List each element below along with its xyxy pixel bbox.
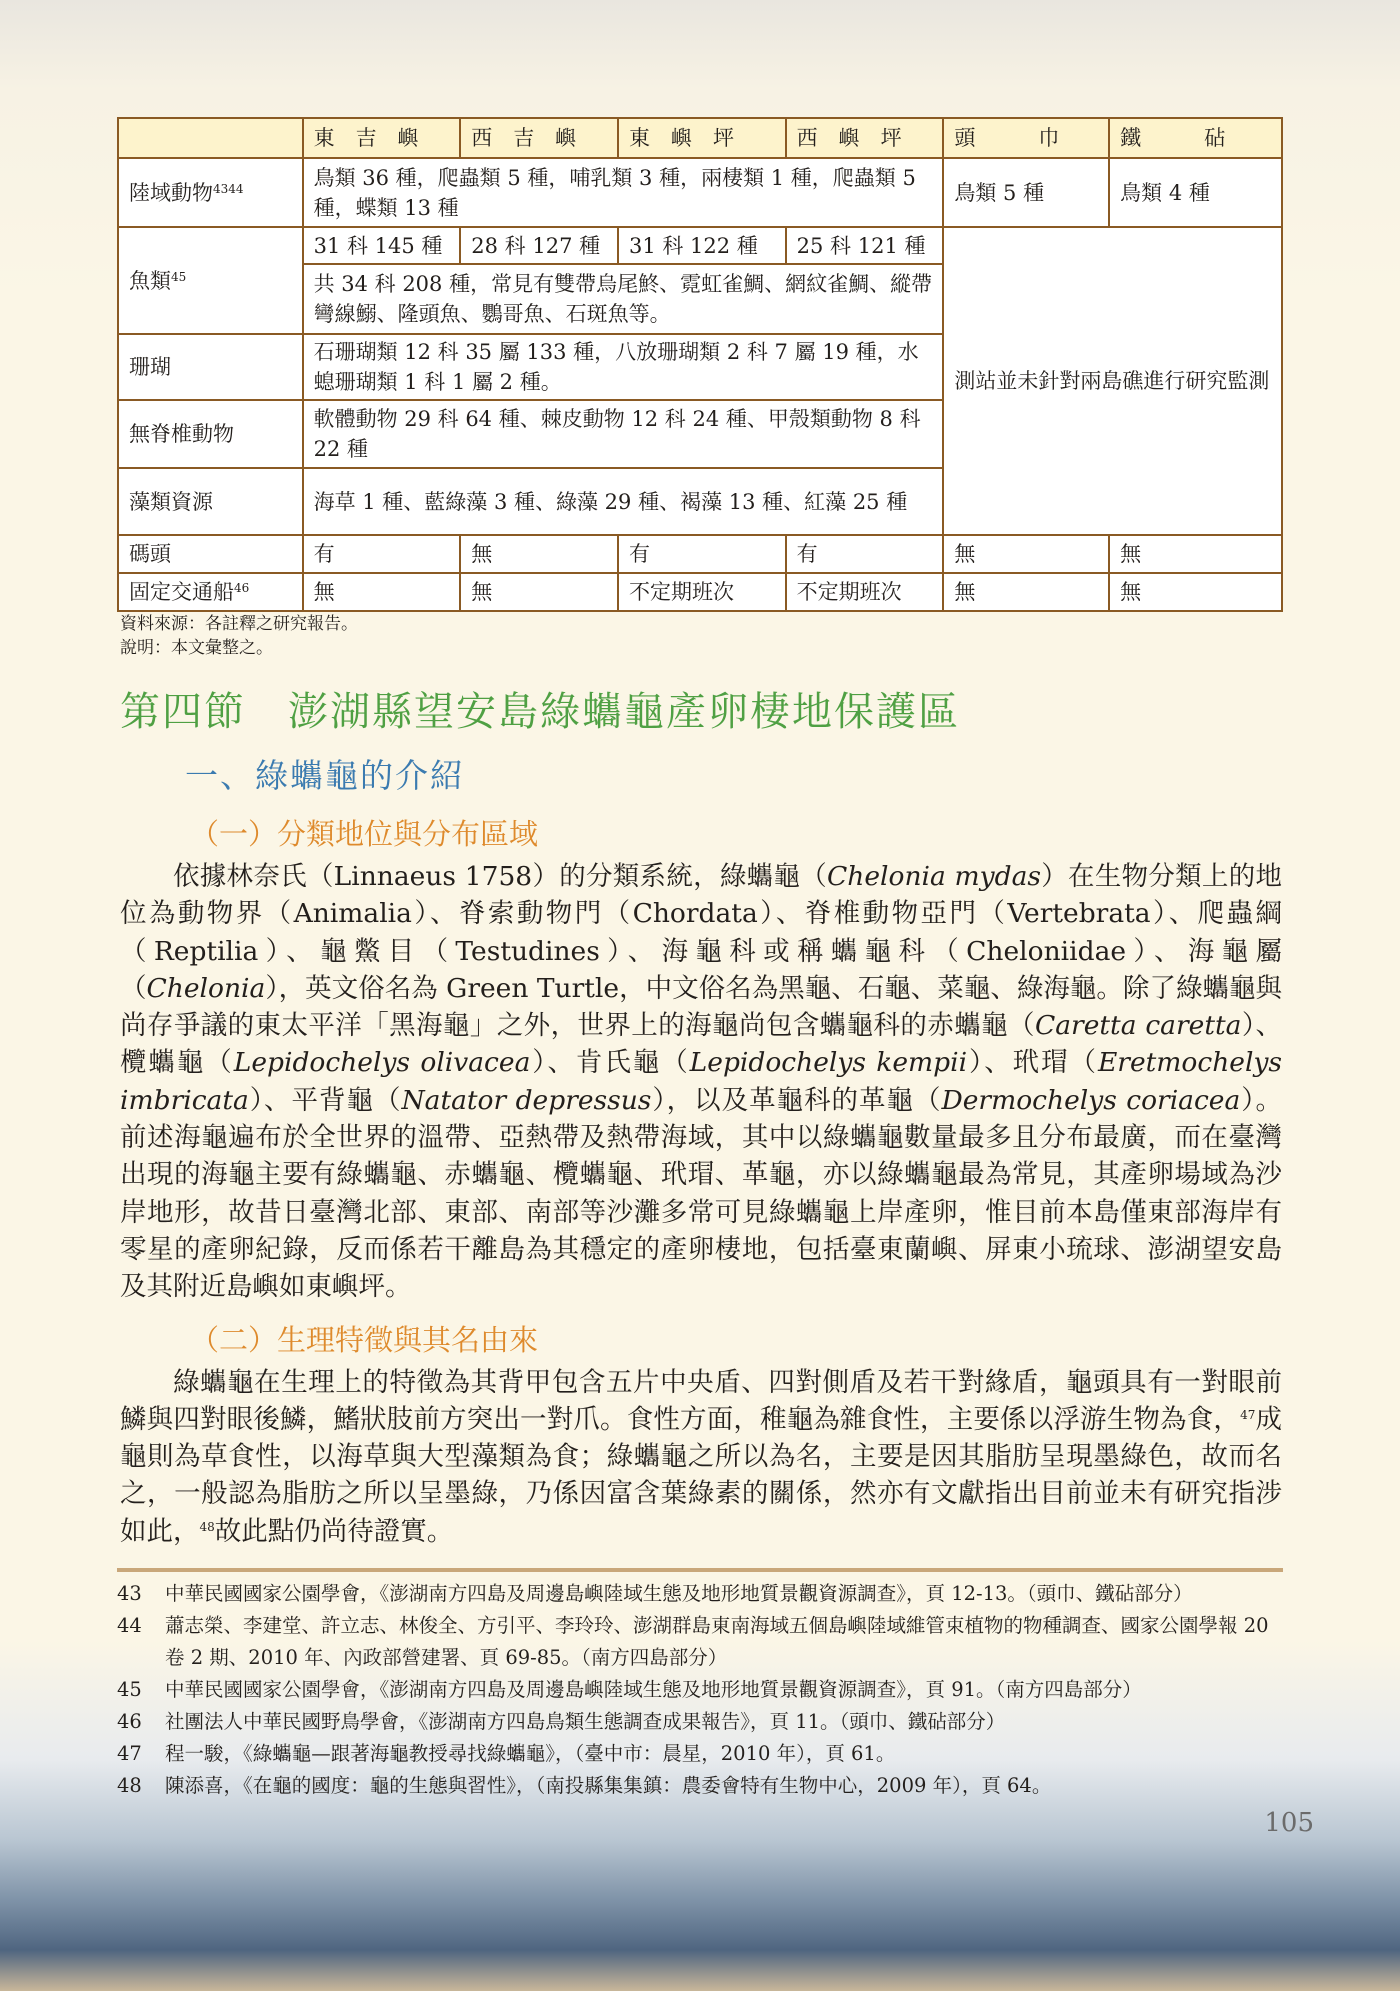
table-row-land	[118, 158, 1282, 227]
row-label: 藻類資源	[118, 468, 303, 535]
row-label: 魚類$^{45}$	[118, 227, 303, 334]
cell: 鳥類 4 種	[1109, 158, 1282, 227]
footnote-number: 44	[117, 1614, 142, 1638]
cell: 無	[303, 573, 461, 611]
col-header: 西 嶼 坪	[786, 118, 944, 158]
text-segment: 成龜則為草食性，以海草與大型藻類為食；綠蠵龜之所以為名，主要是因其脂肪呈現墨綠色，故而名之，一般認為脂肪之所以呈墨綠，乃係因富含葉綠素的關係，然亦有文獻指出目前並未有研究指涉如此，	[120, 1403, 1283, 1547]
footnote-ref[interactable]: 47	[1240, 1407, 1256, 1422]
sub1-title: （一）分類地位與分布區域	[190, 817, 539, 851]
col-header: 鐵 砧	[1109, 118, 1282, 158]
page-number: 105	[1264, 1808, 1314, 1839]
row-label: 珊瑚	[118, 334, 303, 400]
row-label: 固定交通船$^{46}$	[118, 573, 303, 611]
scientific-name: Dermochelys coriacea	[941, 1084, 1241, 1116]
footnote-text: 中華民國國家公園學會，《澎湖南方四島及周邊島嶼陸域生態及地形地質景觀資源調查》，頁 12-13。（頭巾、鐵砧部分）	[165, 1582, 1193, 1606]
sub2-title: （二）生理特徵與其名由來	[190, 1322, 539, 1357]
row-label: 陸域動物$^{4344}$	[118, 158, 303, 227]
scientific-name: Lepidochelys kempii	[689, 1047, 968, 1079]
cell: 無	[460, 573, 618, 611]
table-row-ferry	[118, 573, 1282, 611]
cell: 共 34 科 208 種，常見有雙帶烏尾鮗、霓虹雀鯛、網紋雀鯛、縱帶彎線鰯、隆頭魚、鸚哥魚、石斑魚等。	[303, 264, 944, 334]
cell: 有	[786, 535, 944, 573]
footnote-ref[interactable]: 48	[199, 1519, 215, 1534]
footnote-text: 蕭志榮、李建堂、許立志、林俊全、方引平、李玲玲、澎湖群島東南海域五個島嶼陸域維管束植物的物種調查、國家公園學報 20 卷 2 期、2010 年、內政部營建署、頁 69-85。（南方四島部分）	[165, 1614, 1269, 1670]
scientific-name: Natator depressus	[401, 1084, 652, 1116]
table-header-row	[118, 118, 1282, 158]
cell: 軟體動物 29 科 64 種、棘皮動物 12 科 24 種、甲殼類動物 8 科 22 種	[303, 400, 944, 468]
cell: 有	[618, 535, 786, 573]
footnote-item	[117, 1738, 1287, 1770]
col-header: 東 嶼 坪	[618, 118, 786, 158]
footnote-text: 陳添喜，《在龜的國度：龜的生態與習性》，（南投縣集集鎮：農委會特有生物中心，2009 年），頁 64。	[165, 1774, 1052, 1798]
col-header: 頭 巾	[943, 118, 1109, 158]
scientific-name: Caretta caretta	[1034, 1010, 1242, 1042]
island-resources-table	[117, 117, 1283, 612]
cell: 31 科 145 種	[303, 227, 461, 264]
text-segment: ）。前述海龜遍布於全世界的溫帶、亞熱帶及熱帶海域，其中以綠蠵龜數量最多且分布最廣，而在臺灣出現的海龜主要有綠蠵龜、赤蠵龜、欖蠵龜、玳瑁、革龜，亦以綠蠵龜最為常見，其產卵場域為沙岸地形，故昔日臺灣北部、東部、南部等沙灘多常可見綠蠵龜上岸產卵，惟目前本島僅東部海岸有零星的產卵紀錄，反而係若干離島為其穩定的產卵棲地，包括臺東蘭嶼、屏東小琉球、澎湖望安島及其附近島嶼如東嶼坪。	[120, 1084, 1283, 1303]
text-segment: ），英文俗名為 Green Turtle，中文俗名為黑龜、石龜、菜龜、綠海龜。除了綠蠵龜與尚存爭議的東太平洋「黑海龜」之外，世界上的海龜尚包含蠵龜科的赤蠵龜（	[120, 972, 1283, 1042]
section-title: 第四節 澎湖縣望安島綠蠵龜產卵棲地保護區	[120, 689, 960, 735]
footnote-number: 43	[117, 1582, 142, 1606]
col-header: 西 吉 嶼	[460, 118, 618, 158]
text-segment: ）在生物分類上的地位為動物界（Animalia）、脊索動物門（Chordata）、脊椎動物亞門（Vertebrata）、爬蟲綱（Reptilia）、龜鱉目（Testudines）、海龜科或稱蠵龜科（Cheloniidae）、海龜屬（	[120, 861, 1282, 1004]
cell: 31 科 122 種	[618, 227, 786, 264]
scientific-name: Chelonia mydas	[827, 861, 1041, 892]
paragraph-physiology	[120, 1364, 1282, 1550]
footnote-text: 程一駿，《綠蠵龜—跟著海龜教授尋找綠蠵龜》，（臺中市：晨星，2010 年），頁 61。	[165, 1742, 896, 1766]
table-source-note: 資料來源：各註釋之研究報告。	[120, 614, 358, 634]
diagonal-corner-cell	[118, 118, 303, 158]
cell: 25 科 121 種	[786, 227, 944, 264]
text-segment: ）、肯氏龜（	[530, 1047, 690, 1079]
cell: 鳥類 36 種，爬蟲類 5 種，哺乳類 3 種，兩棲類 1 種，爬蟲類 5 種，蝶類 13 種	[303, 158, 944, 227]
scientific-name: Eretmochelys imbricata	[120, 1047, 1283, 1116]
cell: 有	[303, 535, 461, 573]
col-header: 東 吉 嶼	[303, 118, 461, 158]
cell: 鳥類 5 種	[943, 158, 1109, 227]
text-segment: ），以及革龜科的革龜（	[651, 1084, 942, 1116]
table-row-pier	[118, 535, 1282, 573]
footnote-item	[117, 1706, 1287, 1738]
cell: 無	[943, 573, 1109, 611]
row-label: 無脊椎動物	[118, 400, 303, 468]
paragraph-taxonomy	[120, 858, 1282, 1306]
cell: 無	[1109, 573, 1282, 611]
footnote-number: 47	[117, 1742, 142, 1766]
cell-no-monitor: 測站並未針對兩島礁進行研究監測	[943, 227, 1282, 535]
text-segment: ）、平背龜（	[248, 1084, 402, 1116]
text-segment: ）、玳瑁（	[967, 1047, 1098, 1079]
footnote-text: 社團法人中華民國野鳥學會，《澎湖南方四島鳥類生態調查成果報告》，頁 11。（頭巾、鐵砧部分）	[165, 1710, 1006, 1734]
footnote-item	[117, 1610, 1287, 1674]
text-segment: ）、欖蠵龜（	[120, 1010, 1283, 1079]
footnote-number: 45	[117, 1678, 142, 1702]
footnote-number: 46	[117, 1710, 142, 1734]
text-segment: 依據林奈氏（Linnaeus 1758）的分類系統，綠蠵龜（	[173, 861, 828, 892]
footnotes	[117, 1578, 1287, 1802]
scientific-name: Chelonia	[146, 972, 266, 1004]
footnote-item	[117, 1578, 1287, 1610]
subsection-title: 一、綠蠵龜的介紹	[185, 756, 465, 795]
table-explain-note: 說明：本文彙整之。	[120, 638, 273, 658]
scientific-name: Lepidochelys olivacea	[233, 1047, 531, 1079]
table-row-fish	[118, 227, 1282, 264]
cell: 無	[460, 535, 618, 573]
page	[117, 0, 1314, 1860]
footnote-item	[117, 1674, 1287, 1706]
cell: 海草 1 種、藍綠藻 3 種、綠藻 29 種、褐藻 13 種、紅藻 25 種	[303, 468, 944, 535]
row-label: 碼頭	[118, 535, 303, 573]
cell: 不定期班次	[618, 573, 786, 611]
footnote-number: 48	[117, 1774, 142, 1798]
cell: 無	[943, 535, 1109, 573]
footnote-divider	[117, 1568, 1283, 1572]
cell: 28 科 127 種	[460, 227, 618, 264]
footnote-item	[117, 1770, 1287, 1802]
footnote-text: 中華民國國家公園學會，《澎湖南方四島及周邊島嶼陸域生態及地形地質景觀資源調查》，頁 91。（南方四島部分）	[165, 1678, 1142, 1702]
cell: 不定期班次	[786, 573, 944, 611]
text-segment: 故此點仍尚待證實。	[214, 1515, 454, 1547]
cell: 石珊瑚類 12 科 35 屬 133 種，八放珊瑚類 2 科 7 屬 19 種，水螅珊瑚類 1 科 1 屬 2 種。	[303, 334, 944, 400]
cell: 無	[1109, 535, 1282, 573]
text-segment: 綠蠵龜在生理上的特徵為其背甲包含五片中央盾、四對側盾及若干對緣盾，龜頭具有一對眼前鱗與四對眼後鱗，鰭狀肢前方突出一對爪。食性方面，稚龜為雜食性，主要係以浮游生物為食，	[120, 1366, 1282, 1435]
